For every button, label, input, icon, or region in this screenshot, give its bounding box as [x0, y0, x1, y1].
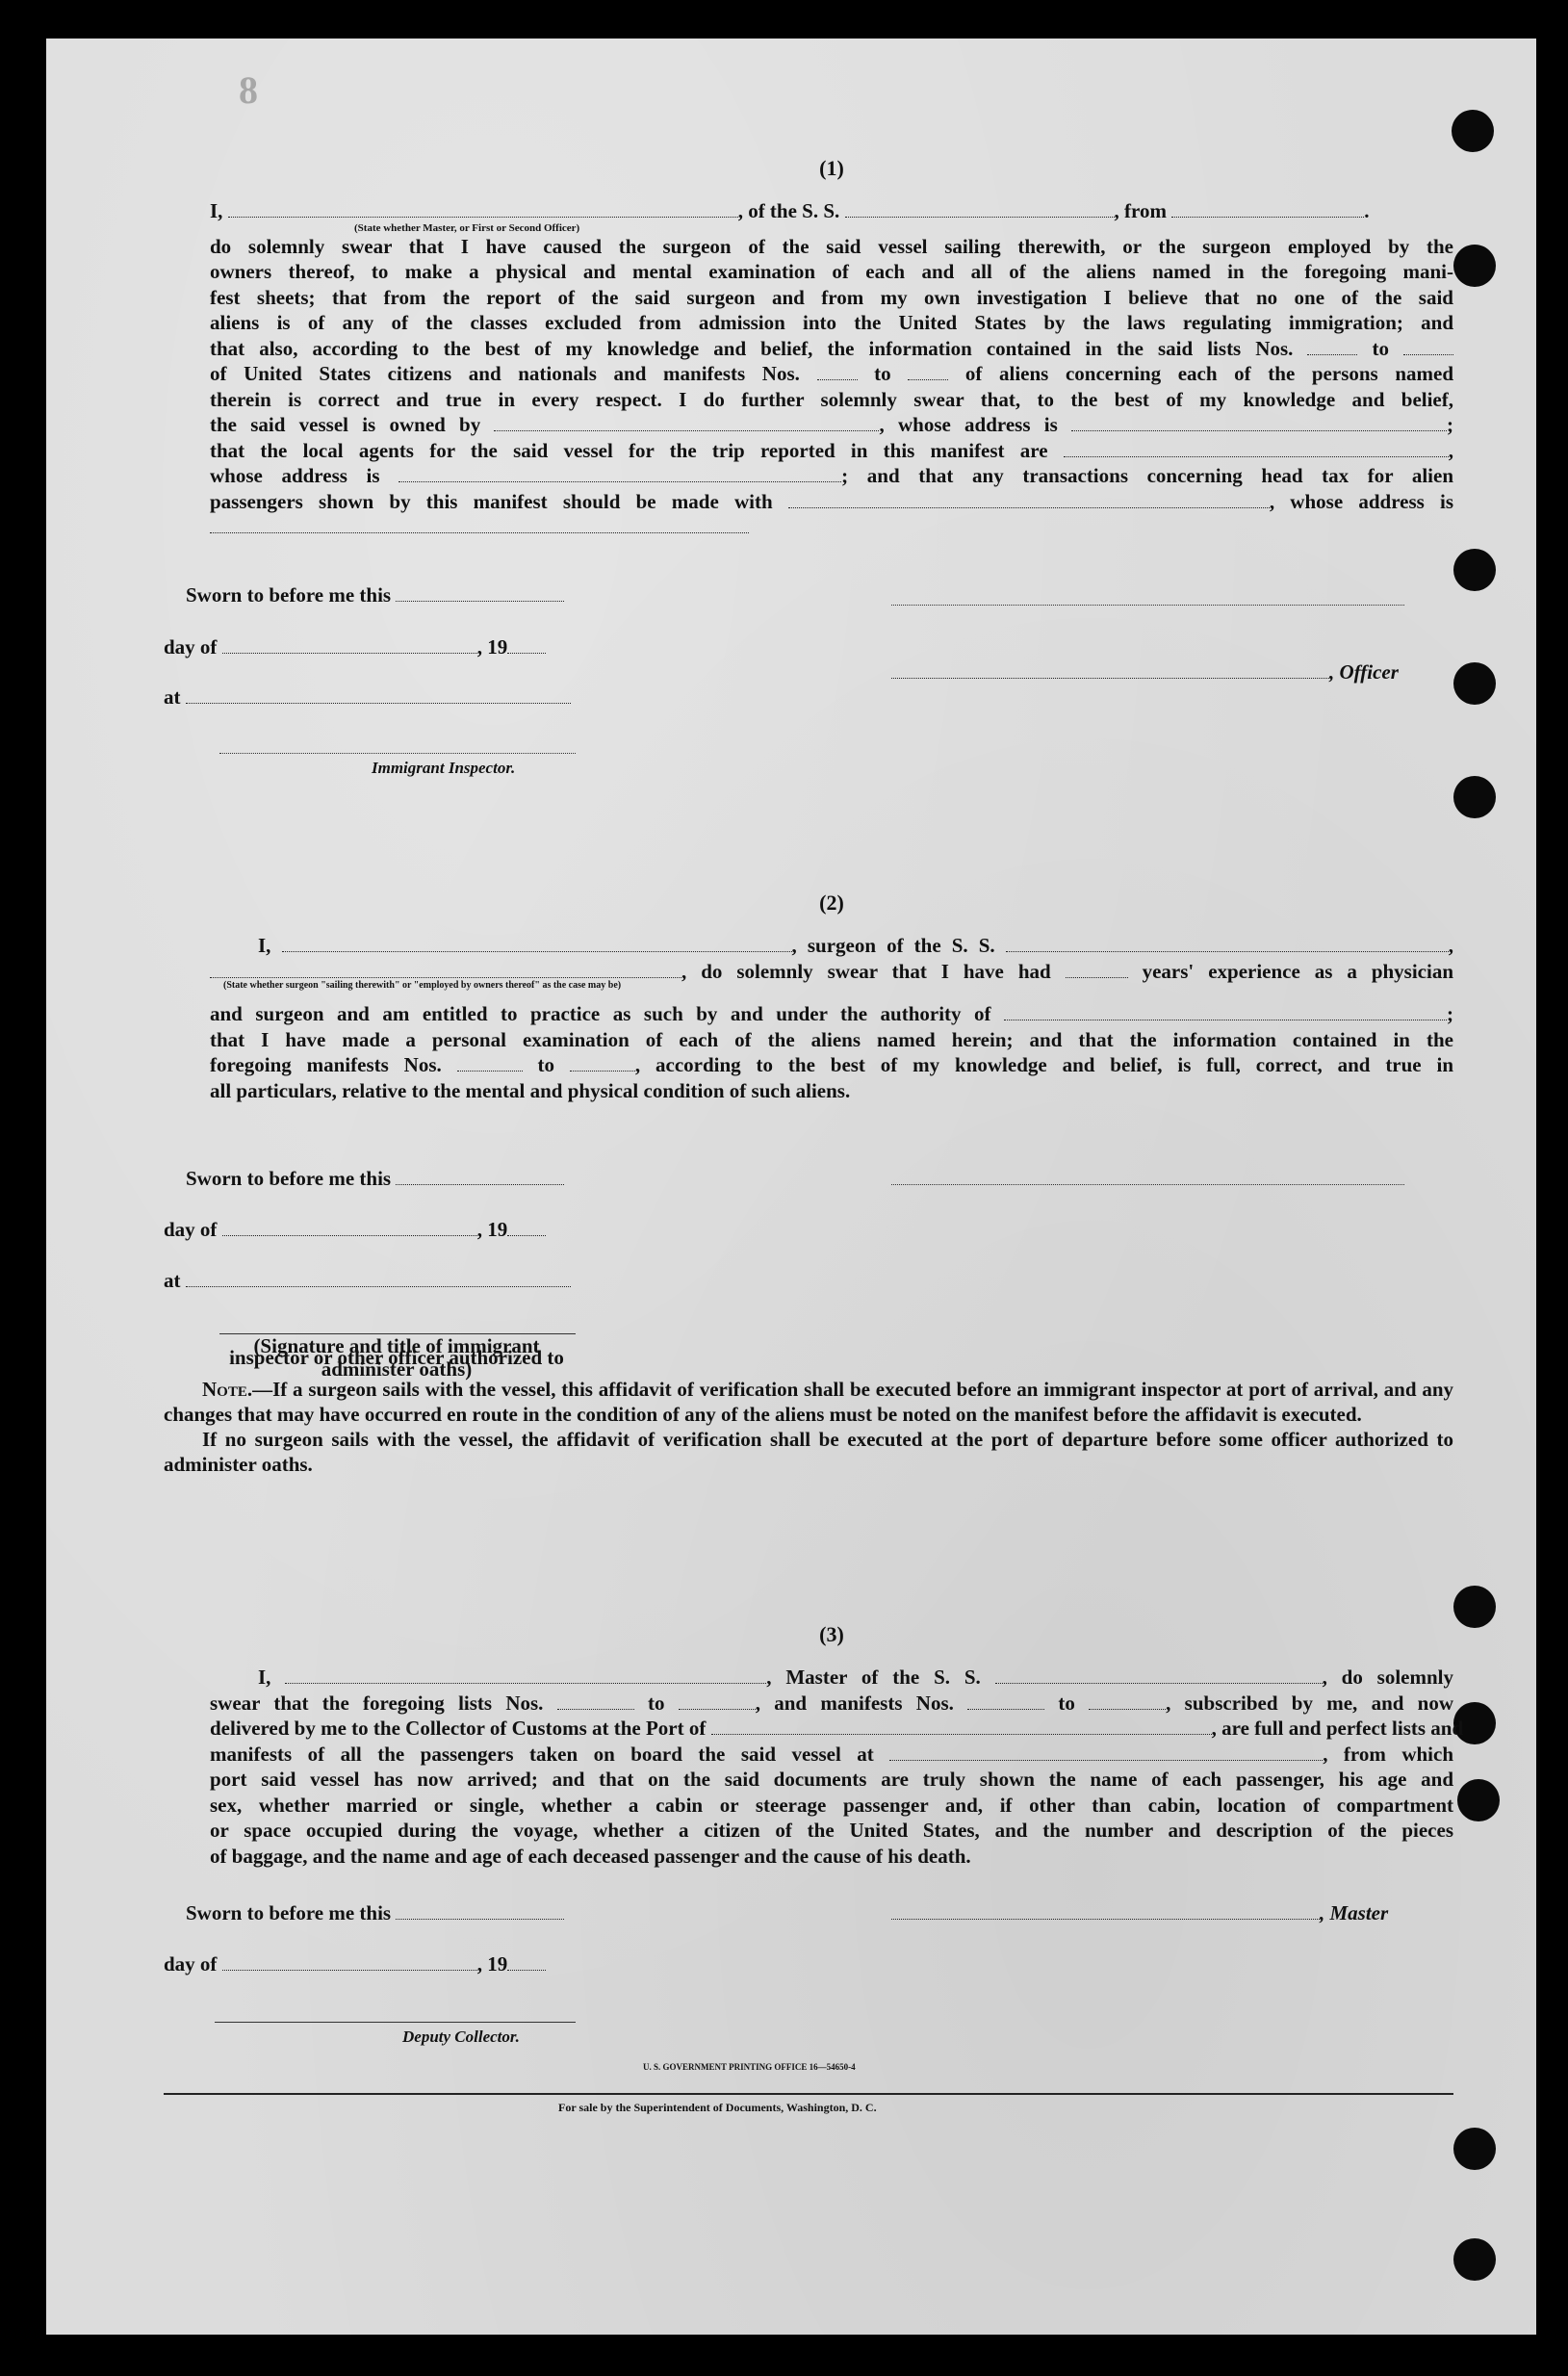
- collector-caption: Deputy Collector.: [402, 2027, 520, 2046]
- manifests-from-field[interactable]: [817, 363, 858, 380]
- label: I,: [210, 199, 223, 222]
- affidavit-2: [210, 891, 1453, 1103]
- surgeon-name-field[interactable]: [282, 935, 792, 952]
- text-line: [210, 1665, 1453, 1691]
- lists-to-field[interactable]: [1403, 338, 1453, 355]
- punch-hole: [1453, 776, 1496, 818]
- text-line: do solemnly swear that I have caused the surgeon of the said vessel sailing therewith, or the surgeon employed by the: [210, 234, 1453, 258]
- sworn-date-field[interactable]: [396, 1168, 564, 1185]
- label: of aliens concerning each of the persons named: [964, 362, 1454, 385]
- authority-field[interactable]: [1004, 1003, 1447, 1020]
- day-of-field[interactable]: [222, 1219, 477, 1236]
- officer-signature-block: , Officer: [891, 660, 1399, 684]
- manifests-from-field[interactable]: [967, 1692, 1044, 1710]
- label: ; and that any transactions concerning head tax for alien: [841, 464, 1454, 487]
- manifests-from-field[interactable]: [457, 1054, 523, 1072]
- text-line: [210, 336, 1453, 362]
- note-block: [164, 1377, 1453, 1477]
- label: , of the S. S.: [737, 199, 840, 222]
- inspector-caption: Immigrant Inspector.: [372, 759, 516, 777]
- head-tax-contact-field[interactable]: [788, 491, 1270, 508]
- text-line: all particulars, relative to the mental and physical condition of such aliens.: [210, 1078, 851, 1102]
- vessel-name-field[interactable]: [845, 200, 1115, 218]
- departure-port-field[interactable]: [1171, 200, 1364, 218]
- manifests-to-field[interactable]: [908, 363, 948, 380]
- text-line: owners thereof, to make a physical and mental examination of each and all of the aliens named in the foregoing mani-: [210, 260, 1453, 283]
- master-signature-field[interactable]: [891, 1902, 1320, 1920]
- label: ,: [1448, 934, 1453, 957]
- text-line: of baggage, and the name and age of each deceased passenger and the cause of his death.: [210, 1844, 971, 1868]
- label: , do solemnly: [1322, 1666, 1453, 1689]
- label: that also, according to the best of my knowledge and belief, the information contained in the said lists Nos.: [210, 336, 1294, 360]
- master-name-field[interactable]: [285, 1666, 766, 1684]
- note-paragraph: If no surgeon sails with the vessel, the affidavit of verification shall be executed at the port of departure before some officer authorized to administer oaths.: [164, 1428, 1453, 1476]
- label: , subscribed by me, and now: [1166, 1691, 1454, 1715]
- footer-rule: [164, 2093, 1453, 2095]
- affidavit-3: [210, 1622, 1464, 1869]
- year-field[interactable]: [507, 636, 546, 654]
- lists-from-field[interactable]: [557, 1692, 634, 1710]
- at-label: at: [164, 1269, 571, 1293]
- text-line: [210, 1716, 1464, 1742]
- master-vessel-field[interactable]: [995, 1666, 1323, 1684]
- master-signature-block: , Master: [891, 1901, 1388, 1925]
- text-line: [210, 361, 1453, 387]
- label: passengers shown by this manifest should be made with: [210, 489, 773, 513]
- label: of United States citizens and nationals and manifests Nos.: [210, 362, 800, 385]
- sworn-date-field[interactable]: [396, 1902, 564, 1920]
- section-number: (2): [819, 891, 844, 915]
- local-agents-field[interactable]: [1064, 440, 1449, 457]
- text-line: port said vessel has now arrived; and that on the said documents are truly shown the name of each passenger, his age and: [210, 1768, 1453, 1791]
- text-line: [210, 489, 1453, 515]
- punch-hole: [1453, 2128, 1496, 2170]
- collector-signature-line[interactable]: [215, 2022, 576, 2023]
- year-field[interactable]: [507, 1953, 546, 1971]
- lists-to-field[interactable]: [679, 1692, 756, 1710]
- day-of-label: day of , 19: [164, 635, 546, 659]
- text-line: sex, whether married or single, whether a cabin or steerage passenger and, if other than cabin, location of compartment: [210, 1793, 1453, 1817]
- note-label: Note.: [202, 1378, 253, 1401]
- label: ;: [1447, 413, 1454, 436]
- label: , according to the best of my knowledge and belief, is full, correct, and true in: [634, 1053, 1454, 1076]
- inspector-signature-line[interactable]: [219, 753, 576, 754]
- label: I,: [258, 1666, 271, 1689]
- sworn-date-field[interactable]: [396, 584, 564, 602]
- owner-field[interactable]: [494, 414, 879, 431]
- text-line: [210, 412, 1453, 438]
- for-sale-note: For sale by the Superintendent of Documents, Washington, D. C.: [558, 2101, 877, 2114]
- punch-hole: [1453, 2238, 1496, 2281]
- punch-hole: [1452, 110, 1494, 152]
- label: to: [647, 1691, 665, 1715]
- text-line: [210, 463, 1453, 489]
- text-line: [210, 1001, 1453, 1027]
- text-line: [210, 514, 1453, 540]
- label: to: [537, 1053, 555, 1076]
- label: the said vessel is owned by: [210, 413, 481, 436]
- note-text: —If a surgeon sails with the vessel, this affidavit of verification shall be executed before an immigrant inspector at port of arrival, and any changes that may have occurred en route in the condition of any of the aliens must be noted on the manifest before the affidavit is executed.: [164, 1378, 1453, 1426]
- surgeon-signature-line[interactable]: [891, 1184, 1404, 1185]
- at-label: at: [164, 685, 571, 710]
- at-place-field[interactable]: [186, 1270, 571, 1287]
- officer-signature-line-1[interactable]: [891, 605, 1404, 606]
- text-line: [210, 438, 1453, 464]
- day-of-field[interactable]: [222, 1953, 477, 1971]
- at-place-field[interactable]: [186, 686, 571, 704]
- label: years' experience as a physician: [1142, 959, 1454, 983]
- text-line: [210, 1742, 1453, 1768]
- sworn-label: Sworn to before me this: [186, 583, 564, 607]
- header-mark: 8: [239, 68, 258, 112]
- head-tax-address-field[interactable]: [210, 516, 749, 533]
- label: delivered by me to the Collector of Customs at the Port of: [210, 1717, 707, 1740]
- text-line: [210, 198, 1453, 224]
- label: I,: [258, 934, 271, 957]
- label: manifests of all the passengers taken on board the said vessel at: [210, 1742, 874, 1766]
- label: to: [1058, 1691, 1075, 1715]
- punch-hole: [1457, 1779, 1500, 1821]
- year-field[interactable]: [507, 1219, 546, 1236]
- section-number: (3): [819, 1622, 844, 1646]
- affidavit-1: [210, 156, 1453, 540]
- text-line: or space occupied during the voyage, whether a citizen of the United States, and the number and description of the pieces: [210, 1819, 1453, 1842]
- sworn-label: Sworn to before me this: [186, 1901, 564, 1925]
- label: , from which: [1323, 1742, 1453, 1766]
- text-line: [210, 1052, 1453, 1078]
- label: swear that the foregoing lists Nos.: [210, 1691, 544, 1715]
- label: , whose address is: [1269, 489, 1454, 513]
- surgeon-status-field[interactable]: [210, 961, 681, 978]
- label: , are full and perfect lists and: [1211, 1717, 1464, 1740]
- years-experience-field[interactable]: [1066, 961, 1128, 978]
- section-number: (1): [819, 156, 844, 180]
- label: to: [874, 362, 891, 385]
- boarding-port-field[interactable]: [889, 1743, 1323, 1761]
- lists-from-field[interactable]: [1307, 338, 1357, 355]
- officer-signature-field[interactable]: [891, 661, 1329, 679]
- text-line: that I have made a personal examination of each of the aliens named herein; and that the information contained in the: [210, 1027, 1453, 1051]
- day-of-label: day of , 19: [164, 1952, 546, 1976]
- printing-office-imprint: U. S. GOVERNMENT PRINTING OFFICE 16—54650-4: [643, 2062, 856, 2072]
- manifests-to-field[interactable]: [570, 1054, 635, 1072]
- port-field[interactable]: [711, 1717, 1212, 1735]
- officer-rank-field[interactable]: [228, 200, 738, 218]
- form-sheet: [46, 39, 1536, 2335]
- label: , do solemnly swear that I have had: [681, 959, 1051, 983]
- label: .: [1364, 199, 1370, 222]
- day-of-label: day of , 19: [164, 1218, 546, 1242]
- text-line: fest sheets; that from the report of the said surgeon and from my own investigation I believe that no one of the said: [210, 285, 1453, 309]
- text-line: [210, 933, 1453, 959]
- label: , whose address is: [879, 413, 1058, 436]
- label: , and manifests Nos.: [755, 1691, 954, 1715]
- text-line: [210, 1691, 1453, 1717]
- label: whose address is: [210, 464, 380, 487]
- owner-address-field[interactable]: [1071, 414, 1447, 431]
- label: to: [1372, 336, 1389, 360]
- punch-hole: [1453, 1586, 1496, 1628]
- label: foregoing manifests Nos.: [210, 1053, 442, 1076]
- label: that the local agents for the said vessel for the trip reported in this manifest are: [210, 438, 1048, 462]
- label: , from: [1114, 199, 1167, 222]
- punch-hole: [1453, 549, 1496, 591]
- label: , surgeon of the S. S.: [791, 934, 995, 957]
- surgeon-vessel-field[interactable]: [1006, 935, 1449, 952]
- punch-hole: [1453, 245, 1496, 287]
- label: , Master of the S. S.: [766, 1666, 981, 1689]
- agents-address-field[interactable]: [398, 465, 841, 482]
- signature-caption: (Signature and title of immigrant inspector or other officer authorized to administer oaths): [229, 1334, 564, 1381]
- text-line: therein is correct and true in every respect. I do further solemnly swear that, to the best of my knowledge and belief,: [210, 387, 1453, 411]
- text-line: aliens is of any of the classes excluded from admission into the United States by the laws regulating immigration; and: [210, 311, 1453, 334]
- day-of-field[interactable]: [222, 636, 477, 654]
- label: ,: [1448, 438, 1454, 462]
- field-caption: (State whether surgeon "sailing therewith" or "employed by owners thereof" as the case may be): [223, 980, 622, 991]
- sworn-label: Sworn to before me this: [186, 1167, 564, 1191]
- manifests-to-field[interactable]: [1089, 1692, 1166, 1710]
- punch-hole: [1453, 662, 1496, 705]
- note-paragraph: [164, 1377, 1453, 1427]
- label: ;: [1447, 1002, 1454, 1025]
- field-caption: (State whether Master, or First or Second Officer): [354, 221, 580, 234]
- label: and surgeon and am entitled to practice as such by and under the authority of: [210, 1002, 991, 1025]
